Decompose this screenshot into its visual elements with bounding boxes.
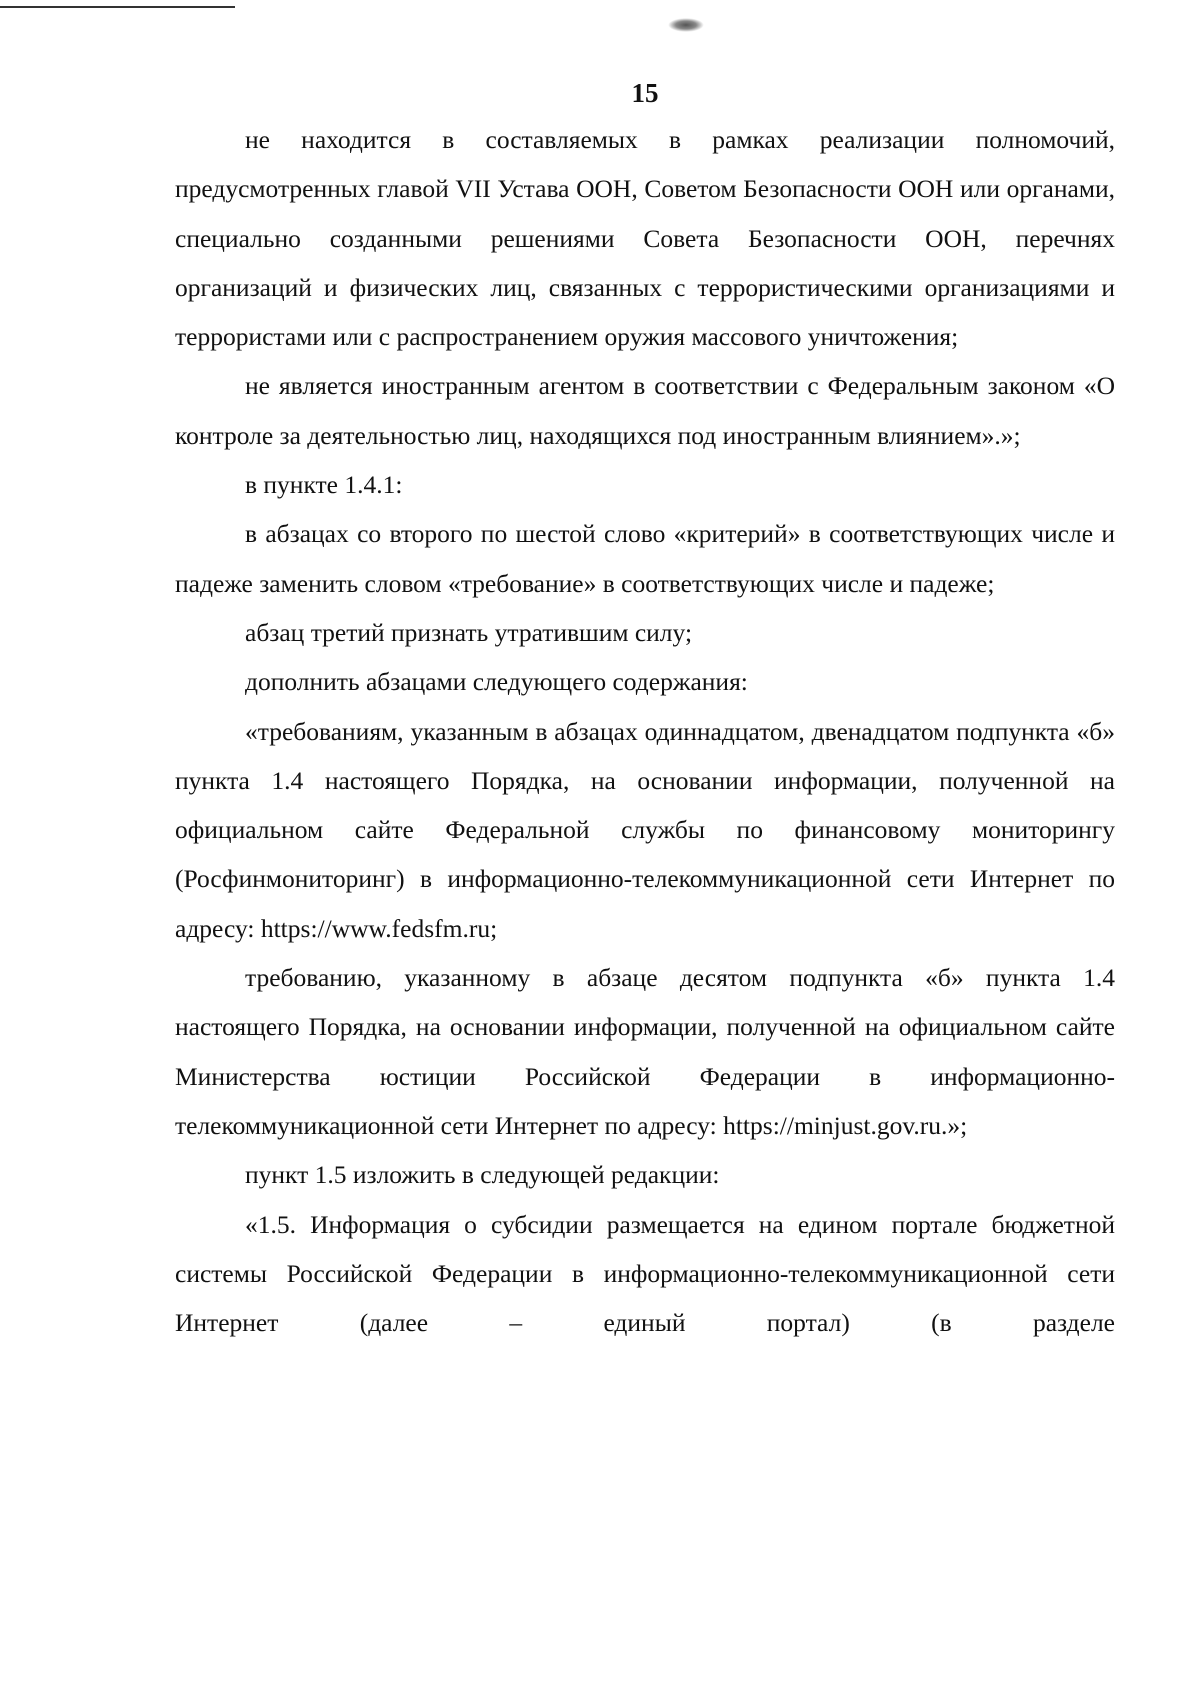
- paragraph: не находится в составляемых в рамках реализации полномочий, предусмотренных главой VII Устава ООН, Советом Безопасности ООН или органами, специально созданными решениями Совета Безопасности ООН, перечнях организаций и физических лиц, связанных с террористическими организациями и террористами или с распространением оружия массового уничтожения;: [175, 125, 1115, 352]
- paragraph: «1.5. Информация о субсидии размещается на едином портале бюджетной системы Российской Федерации в информационно-телекоммуникационной сети Интернет (далее – единый портал) (в разделе: [175, 1209, 1115, 1338]
- paragraph: абзац третий признать утратившим силу;: [245, 617, 693, 647]
- page-number: 15: [631, 78, 659, 108]
- paragraph: дополнить абзацами следующего содержания:: [245, 667, 748, 697]
- paragraph: не является иностранным агентом в соответствии с Федеральным законом «О контроле за деятельностью лиц, находящихся под иностранным влиянием».»;: [175, 371, 1115, 450]
- document-body: [175, 115, 1115, 1347]
- paragraph: в абзацах со второго по шестой слово «критерий» в соответствующих числе и падеже заменить словом «требование» в соответствующих числе и падеже;: [175, 519, 1115, 598]
- scan-artifact-line: [0, 6, 235, 8]
- paragraph: требованию, указанному в абзаце десятом подпункта «б» пункта 1.4 настоящего Порядка, на основании информации, полученной на официальном сайте Министерства юстиции Российской Федерации в информационно-телекоммуникационной сети Интернет по адресу: https://minjust.gov.ru.»;: [175, 963, 1115, 1140]
- paragraph: в пункте 1.4.1:: [245, 470, 403, 500]
- paragraph: пункт 1.5 изложить в следующей редакции:: [245, 1160, 720, 1190]
- scan-artifact-mark: [668, 18, 704, 32]
- paragraph: «требованиям, указанным в абзацах одиннадцатом, двенадцатом подпункта «б» пункта 1.4 настоящего Порядка, на основании информации, полученной на официальном сайте Федеральной службы по финансовому мониторингу (Росфинмониторинг) в информационно-телекоммуникационной сети Интернет по адресу: https://www.fedsfm.ru;: [175, 716, 1115, 943]
